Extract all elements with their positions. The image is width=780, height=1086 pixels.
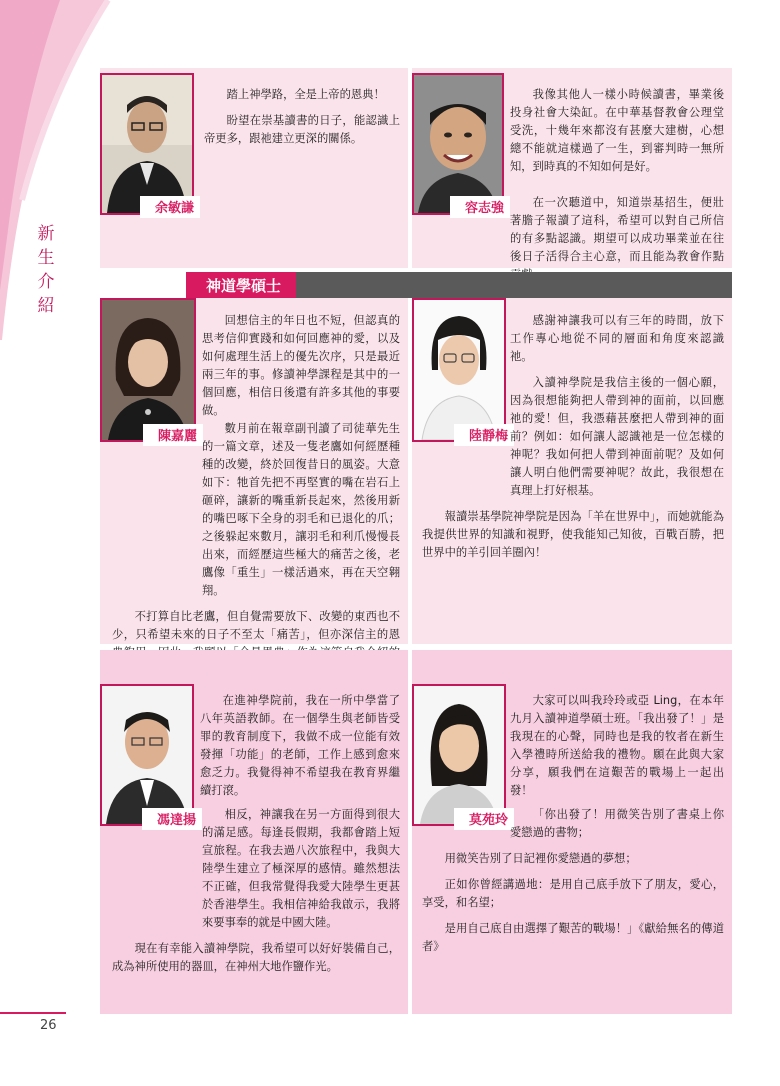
portrait-icon: [414, 75, 502, 213]
profile-text-chan: [202, 312, 400, 428]
paragraph: 報讀崇基學院神學院是因為「羊在世界中」，而她就能為我提供世界的知識和視野，使我能知己知彼，百戰百勝，把世界中的羊引回羊圈內！: [422, 510, 724, 559]
profile-name-luk: 陸靜梅: [454, 424, 514, 446]
side-title-char: 介: [37, 272, 55, 292]
paragraph: 大家可以叫我玲玲或亞 Ling，在本年九月入讀神道學碩士班。「我出發了！」是我現在的心聲，同時也是我的牧者在新生入學禮時所送給我的禮物。願在此與大家分享，願我們在這艱苦的戰場上一起出發！: [510, 694, 724, 797]
paragraph: 現在有幸能入讀神學院，我希望可以好好裝備自己，成為神所使用的器皿，在神州大地作鹽作光。: [112, 942, 400, 973]
section-title: 神道學碩士: [206, 277, 282, 295]
paragraph: 是用自己底自由選擇了艱苦的戰場！」《獻給無名的傳道者》: [422, 922, 724, 953]
photo-fung: [100, 684, 194, 826]
profile-text-chan-cont: [112, 420, 400, 688]
side-title-char: 新: [37, 224, 55, 244]
profile-name-yung: 容志強: [450, 196, 510, 218]
photo-yu: [100, 73, 194, 215]
paragraph: 不打算自比老鷹，但自覺需要放下、改變的東西也不少，只希望未來的日子不至太「痛苦」，但亦深信主的恩: [112, 610, 400, 641]
photo-mok: [412, 684, 506, 826]
profile-name-mok: 莫苑玲: [454, 808, 514, 830]
portrait-icon: [414, 686, 504, 824]
paragraph: 「你出發了！用微笑告別了書桌上你愛戀過的書物；: [510, 808, 724, 839]
profile-text-mok-cont: [422, 806, 724, 964]
paragraph: 在一次聽道中，知道崇基招生，便壯著膽子報讀了這科，希望可以對自己所信的有多點認識。期望可以成功畢業並在往後日子活得合主心意，而且能為教會作點: [510, 196, 724, 263]
profile-name-yu: 余敏謙: [140, 196, 200, 218]
paragraph: 我像其他人一樣小時候讀書，畢業後投身社會大染缸。在中華基督教會公理堂受洗，十幾年來都沒有甚麼大建樹，心想總不能就這樣過了一生，到審判時一無所知，到時真的不知如何是好。: [510, 88, 724, 173]
side-title-char: 生: [37, 248, 55, 268]
side-title-new-students: [36, 222, 56, 318]
portrait-icon: [102, 75, 192, 213]
page-number-rule: [0, 1012, 66, 1014]
paragraph: 在進神學院前，我在一所中學當了八年英語教師。在一個學生與老師皆受罪的教育制度下，我做不成一位能有效發揮「功能」的老師，工作上感到愈來愈乏力。我覺得神不希望我在教育界繼續打滾。: [200, 694, 400, 797]
profile-text-yu: [204, 86, 400, 156]
paragraph: 盼望在崇基讀書的日子，能認識上帝更多，跟祂建立更深的關係。: [204, 114, 400, 145]
profile-text-mok: [510, 692, 724, 808]
paragraph: 數月前在報章副刊讀了司徒華先生的一篇文章，述及一隻老鷹如何經歷種種的改變，終於回復昔日的風姿。大意如下：牠首先把不再堅實的嘴在岩石上砸碎，讓新的嘴重新長起來，然後用新的嘴巴啄下全身的羽毛和已退化的爪；之後躲起來數月，讓羽毛和利爪慢慢長出來，而經歷這些極大的痛苦之後，老鷹像「重生」一樣活過來，再在天空翱翔。: [202, 422, 400, 597]
paragraph: 回想信主的年日也不短，但認真的思考信仰實踐和如何回應神的愛，以及如何處理生活上的優先次序，只是最近兩三年的事。修讀神學課程是其中的一個回應，相信日後還有許多其他的事要做。: [202, 314, 400, 417]
profile-text-luk: [510, 312, 724, 374]
paragraph: 感謝神讓我可以有三年的時間，放下工作專心地從不同的層面和角度來認識祂。: [510, 314, 724, 363]
paragraph: 用微笑告別了日記裡你愛戀過的夢想；: [444, 852, 637, 865]
profile-text-yung: [510, 86, 724, 184]
profile-text-luk-cont: [422, 374, 724, 570]
profile-text-yung-cont: [422, 194, 724, 284]
profile-name-fung: 馮達揚: [142, 808, 202, 830]
paragraph: 踏上神學路，全是上帝的恩典！: [226, 88, 385, 101]
paragraph: 相反，神讓我在另一方面得到很大的滿足感。每逢長假期，我都會踏上短宣旅程。在我去過八次旅程中，我與大陸學生建立了極深厚的感情。雖然想法不正確，但我常覺得我愛大陸學生更甚於香港學生。我相信神給我啟示，我將來要事奉的就是中國大陸。: [202, 808, 400, 929]
side-title-char: 紹: [37, 296, 55, 316]
profile-text-fung: [200, 692, 400, 808]
page-number: 26: [40, 1018, 57, 1033]
paragraph: 正如你曾經講過地：是用自己底手放下了朋友，愛心，享受，和名望；: [422, 878, 724, 909]
portrait-icon: [102, 300, 194, 440]
portrait-icon: [102, 686, 192, 824]
section-header: [186, 272, 732, 298]
profile-text-fung-cont: [112, 806, 400, 984]
paragraph: 入讀神學院是我信主後的一個心願，因為很想能夠把人帶到神的面前，以回應祂的愛！但，我憑藉甚麼把人帶到神的面前？例如：如何讓人認識祂是一位怎樣的神呢？我如何把人帶到神面前呢？及如何讓人明白他們需要神呢？故此，我很想在真理上打好根基。: [510, 376, 724, 497]
profile-name-chan: 陳嘉麗: [143, 424, 203, 446]
